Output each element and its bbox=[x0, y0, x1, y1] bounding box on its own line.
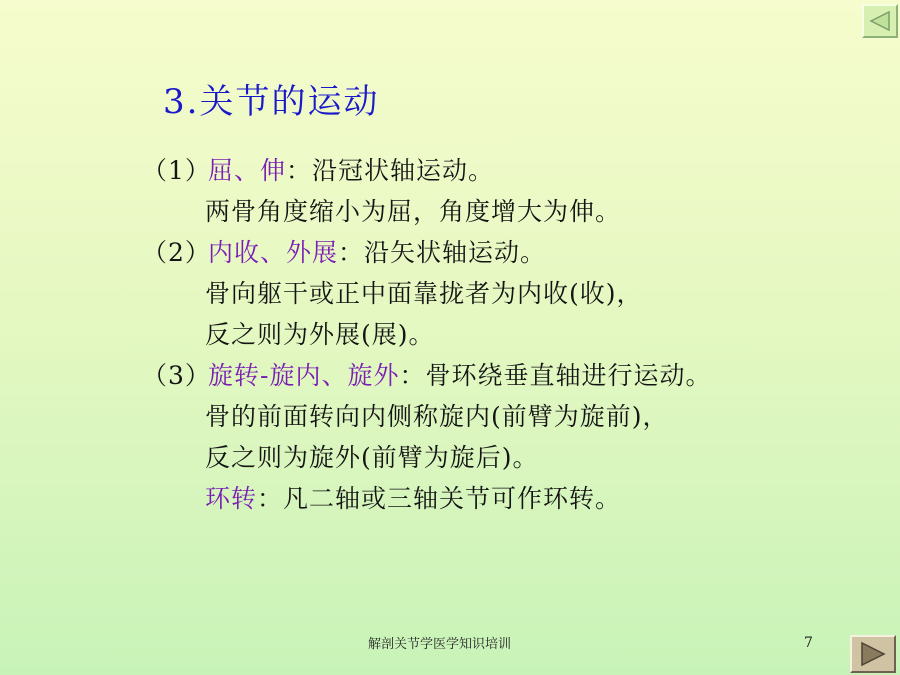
item-2-heading bbox=[142, 232, 711, 273]
page-number: 7 bbox=[804, 635, 813, 651]
triangle-right-icon bbox=[858, 641, 888, 667]
detail-text: 反之则为外展(展)。 bbox=[205, 320, 435, 349]
item-description: ：沿矢状轴运动。 bbox=[338, 238, 547, 267]
slide-title: 3.关节的运动 bbox=[163, 82, 380, 122]
term-flexion-extension: 屈、伸 bbox=[208, 156, 287, 185]
item-1-heading bbox=[142, 150, 711, 191]
next-slide-button[interactable] bbox=[850, 635, 896, 673]
term-adduction-abduction: 内收、外展 bbox=[208, 238, 339, 267]
circumduction-description: ：凡二轴或三轴关节可作环转。 bbox=[257, 484, 622, 513]
item-3-heading bbox=[142, 355, 711, 396]
item-number: （2） bbox=[142, 238, 211, 267]
detail-text: 骨的前面转向内侧称旋内(前臂为旋前)， bbox=[205, 402, 669, 431]
circumduction-line bbox=[142, 478, 711, 519]
item-3-detail bbox=[142, 437, 711, 478]
term-rotation: 旋转-旋内、旋外 bbox=[208, 361, 400, 390]
item-description: ：沿冠状轴运动。 bbox=[286, 156, 495, 185]
previous-slide-button[interactable] bbox=[862, 4, 898, 38]
item-2-detail bbox=[142, 314, 711, 355]
triangle-left-icon bbox=[868, 10, 892, 32]
item-description: ：骨环绕垂直轴进行运动。 bbox=[399, 361, 712, 390]
detail-text: 反之则为旋外(前臂为旋后)。 bbox=[205, 443, 539, 472]
term-circumduction: 环转 bbox=[205, 484, 258, 513]
item-1-detail bbox=[142, 191, 711, 232]
slide-content bbox=[142, 150, 711, 519]
item-3-detail bbox=[142, 396, 711, 437]
detail-text: 两骨角度缩小为屈，角度增大为伸。 bbox=[205, 197, 622, 226]
footer-text: 解剖关节学医学知识培训 bbox=[368, 637, 512, 652]
detail-text: 骨向躯干或正中面靠拢者为内收(收)， bbox=[205, 279, 643, 308]
item-number: （3） bbox=[142, 361, 211, 390]
item-number: （1） bbox=[142, 156, 211, 185]
item-2-detail bbox=[142, 273, 711, 314]
